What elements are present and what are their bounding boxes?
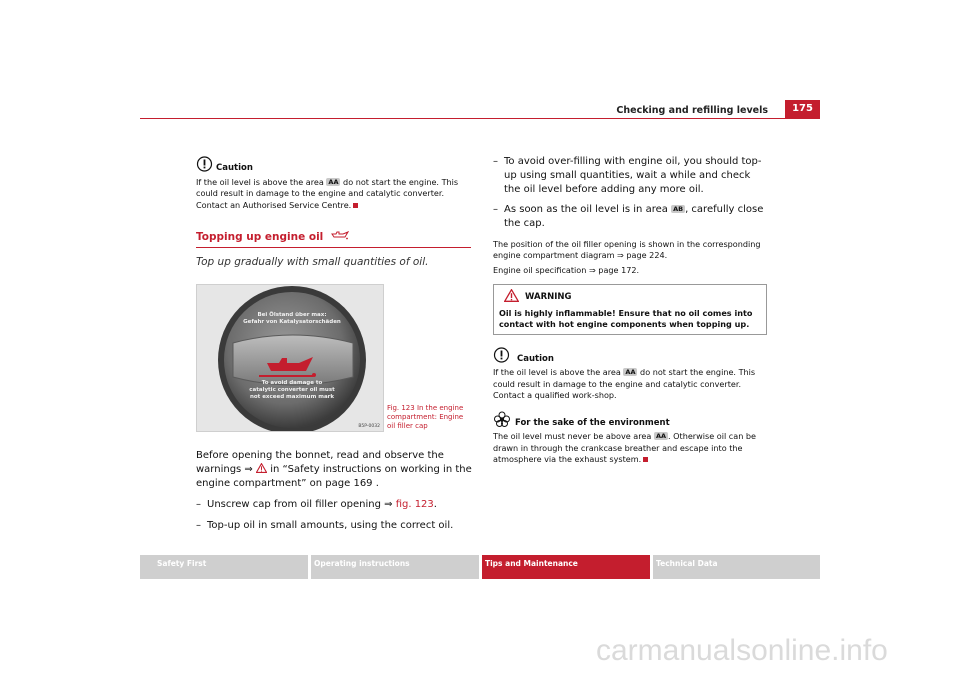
environment-title: For the sake of the environment bbox=[515, 418, 670, 429]
area-ref-label: AA bbox=[655, 432, 666, 441]
oil-can-icon bbox=[331, 230, 349, 240]
page-number: 175 bbox=[785, 100, 820, 118]
step-unscrew-cap: – Unscrew cap from oil filler opening ⇒ fig. 123. bbox=[196, 499, 437, 510]
header-rule bbox=[140, 118, 820, 119]
warning-box bbox=[493, 284, 767, 336]
section-subtitle: Top up gradually with small quantities of oil. bbox=[196, 255, 429, 268]
figure-oil-cap bbox=[196, 284, 384, 432]
area-ref-label: AA bbox=[625, 368, 636, 377]
section-heading bbox=[196, 225, 471, 248]
note-oil-specification: Engine oil specification ⇒ page 172. bbox=[493, 264, 640, 275]
caution-box-left bbox=[196, 156, 471, 211]
flower-environment-icon bbox=[493, 411, 511, 427]
warning-triangle-icon bbox=[504, 289, 519, 302]
intro-paragraph: Before opening the bonnet, read and observe the warnings ⇒ in “Safety instructions on working in the engine compartment” on page 169 . bbox=[196, 450, 472, 489]
left-body bbox=[196, 449, 472, 533]
footer-tab-operating-instructions[interactable]: Operating instructions bbox=[311, 555, 479, 579]
caution-text: If the oil level is above the area AA do not start the engine. This could result in damage to the engine and catalytic converter. Contact an Authorised Service Centre. bbox=[196, 177, 459, 210]
oil-filler-cap-illustration bbox=[197, 285, 383, 431]
caution-icon bbox=[196, 156, 213, 172]
right-column bbox=[493, 155, 768, 465]
warning-title: WARNING bbox=[525, 291, 572, 302]
figure-caption: Fig. 123 In the engine compartment: Engine oil filler cap bbox=[387, 404, 464, 430]
area-ref-label: AA bbox=[328, 178, 339, 186]
footer-nav bbox=[140, 555, 820, 579]
footer-tab-technical-data[interactable]: Technical Data bbox=[653, 555, 820, 579]
environment-box bbox=[493, 411, 768, 465]
section-end-marker bbox=[643, 457, 648, 462]
section-title: Topping up engine oil bbox=[196, 230, 324, 243]
caution-icon bbox=[493, 347, 510, 363]
figure-link[interactable]: fig. 123 bbox=[395, 499, 434, 510]
step-top-up-oil: – Top-up oil in small amounts, using the correct oil. bbox=[196, 520, 454, 531]
section-end-marker bbox=[353, 203, 358, 208]
warning-triangle-icon bbox=[256, 463, 267, 473]
cap-text-top: Bei Ölstand über max: Gefahr von Katalysatorschäden bbox=[243, 312, 341, 325]
caution-text: If the oil level is above the area AA do not start the engine. This could result in damage to the engine and catalytic converter. Contact a qualified work-shop. bbox=[493, 367, 756, 401]
left-column bbox=[196, 156, 471, 268]
caution-title: Caution bbox=[517, 354, 554, 365]
figure-code: B5P-0032 bbox=[358, 424, 380, 429]
caution-box-right bbox=[493, 347, 768, 401]
area-ref-label: AB bbox=[673, 205, 684, 213]
warning-text: Oil is highly inflammable! Ensure that no oil comes into contact with hot engine components when topping up. bbox=[499, 307, 753, 330]
cap-text-bottom: To avoid damage to catalytic converter oil must not exceed maximum mark bbox=[249, 380, 335, 400]
step-close-cap: – As soon as the oil level is in area AB , carefully close the cap. bbox=[493, 204, 764, 229]
watermark: carmanualsonline.info bbox=[596, 634, 888, 667]
note-filler-position: The position of the oil filler opening is shown in the corresponding engine compartment diagram ⇒ page 224. bbox=[493, 239, 761, 261]
footer-tab-safety-first[interactable]: Safety First bbox=[140, 555, 308, 579]
caution-title: Caution bbox=[216, 163, 253, 173]
page-header bbox=[0, 100, 960, 120]
environment-text: The oil level must never be above area AA . Otherwise oil can be drawn in through the crankcase breather and escape into the atmosphere via the exhaust system. bbox=[493, 431, 757, 464]
page-title: Checking and refilling levels bbox=[616, 105, 768, 116]
footer-tab-tips-and-maintenance[interactable]: Tips and Maintenance bbox=[482, 555, 650, 579]
step-avoid-overfilling: – To avoid over-filling with engine oil, you should top-up using small quantities, wait a while and check the oil level before adding any more oil. bbox=[493, 156, 762, 195]
